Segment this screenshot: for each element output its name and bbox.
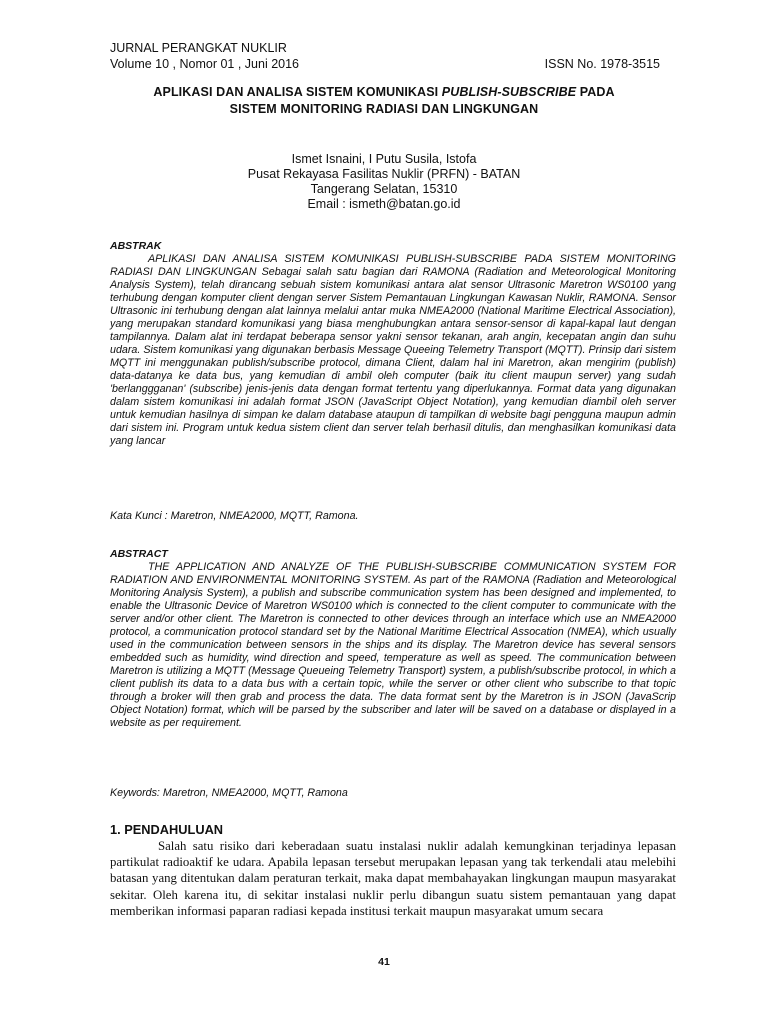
title-line-1	[96, 84, 672, 101]
abstrak-text: APLIKASI DAN ANALISA SISTEM KOMUNIKASI PUBLISH-SUBSCRIBE PADA SISTEM MONITORING RADIASI DAN LINGKUNGAN Sebagai salah satu bagian dari RAMONA (Radiation and Meteorological Monitoring Analysis System), telah dirancang sebuah sistem komunikasi antara alat sensor Ultrasonic Maretron WS0100 yang terhubung dengan komputer client dengan server Sistem Pemantauan Lingkungan Kawasan Nuklir, RAMONA. Sensor Ultrasonic ini terhubung dengan alat lainnya melalui antar muka NMEA2000 (National Maritime Electrical Association), yang merupakan standard komunikasi yang biasa menghubungkan antara sensor-sensor di kapal-kapal laut dengan tampilannya. Dalam alat ini terdapat beberapa sensor yakni sensor tekanan, arah angin, kecepatan angin dan suhu udara. Sistem komunikasi yang digunakan berbasis Message Queeing Telemetry Transport (MQTT). Prinsip dari sistem MQTT ini menggunakan publish/subscribe protocol, dimana Client, dalam hal ini Maretron, akan mengirim (publish) data-datanya ke data bus, yang kemudian di ambil oleh computer (baik itu client maupun server) yang sudah 'berlanggganan' (subscribe) jenis-jenis data dengan format tertentu yang diperlukannya. Format data yang digunakan dalam sistem komunikasi ini adalah format JSON (JavaScript Object Notation), yang kemudian diambil oleh server untuk kemudian hasilnya di simpan ke dalam database ataupun di tampilkan di website bagi pengguna maupun admin dari sistem ini. Program untuk kedua sistem client dan server telah berhasil ditulis, dan menghasilkan komunikasi data yang lancar	[110, 253, 676, 447]
kata-kunci: Kata Kunci : Maretron, NMEA2000, MQTT, Ramona.	[110, 510, 359, 522]
author-names: Ismet Isnaini, I Putu Susila, Istofa	[291, 152, 477, 166]
author-email: Email : ismeth@batan.go.id	[307, 197, 461, 211]
author-affiliation: Pusat Rekayasa Fasilitas Nuklir (PRFN) - BATAN	[247, 167, 521, 181]
section-heading-pendahuluan: 1. PENDAHULUAN	[110, 822, 224, 837]
paper-title	[96, 84, 672, 118]
author-block	[96, 152, 672, 212]
author-city: Tangerang Selatan, 15310	[310, 182, 458, 196]
title-text-italic: PUBLISH-SUBSCRIBE	[441, 85, 577, 99]
abstrak-heading: ABSTRAK	[110, 240, 162, 252]
journal-name: JURNAL PERANGKAT NUKLIR	[110, 41, 287, 55]
section-body-text: Salah satu risiko dari keberadaan suatu instalasi nuklir adalah kemungkinan terjadinya lepasan partikulat radioaktif ke udara. Apabila lepasan tersebut merupakan lepasan yang tak terkendali atau melebihi batasan yang ditentukan dalam peraturan terkait, maka dapat membahayakan lingkungan maupun masyarakat sekitar. Oleh karena itu, di sekitar instalasi nuklir perlu dibangun suatu sistem pemantauan yang dapat memberikan informasi paparan radiasi kepada institusi terkait maupun masyarakat umum secara	[110, 839, 676, 918]
keywords: Keywords: Maretron, NMEA2000, MQTT, Ramona	[110, 787, 348, 799]
title-line-2: SISTEM MONITORING RADIASI DAN LINGKUNGAN	[229, 102, 539, 116]
journal-volume: Volume 10 , Nomor 01 , Juni 2016	[110, 57, 300, 71]
abstrak-section	[110, 240, 676, 448]
title-text-3: PADA	[576, 85, 615, 99]
abstract-text: THE APPLICATION AND ANALYZE OF THE PUBLISH-SUBSCRIBE COMMUNICATION SYSTEM FOR RADIATION AND ENVIRONMENTAL MONITORING SYSTEM. As part of the RAMONA (Radiation and Meteorological Monitoring Analysis System), a publish and subscribe communication system has been designed and implemented, to enable the Ultrasonic Device of Maretron WS0100 which is connected to the client computer to communicate with the server and/or other client. The Maretron is connected to other devices through an interface which use an NMEA2000 protocol, a communication protocol standard set by the National Maritime Electrical Assocation (NMEA), which usually used in the communication between sensors in the ships and its display. The Maretron device has several sensors embedded such as humidity, wind direction and speed, temperature as well as speed. The communication between Maretron is utilizing a MQTT (Message Queueing Telemetry Transport) system, a publish/subscribe protocol, in which a client publish its data to a data bus with a certain topic, while the server or other client who subscribe to that topic through a broker will then grab and process the data. The data format sent by the Maretron is in JSON (JavaScrip Object Notation) format, which will be parsed by the subscriber and later will be saved on a database or displayed in a website as per requirement.	[110, 561, 676, 729]
journal-issue-row	[110, 56, 660, 72]
abstract-section	[110, 548, 676, 730]
title-text-1: APLIKASI DAN ANALISA SISTEM KOMUNIKASI	[153, 85, 442, 99]
journal-issn: ISSN No. 1978-3515	[544, 57, 660, 71]
journal-header	[110, 40, 660, 72]
abstract-heading: ABSTRACT	[110, 548, 168, 560]
page-number: 41	[378, 956, 390, 968]
